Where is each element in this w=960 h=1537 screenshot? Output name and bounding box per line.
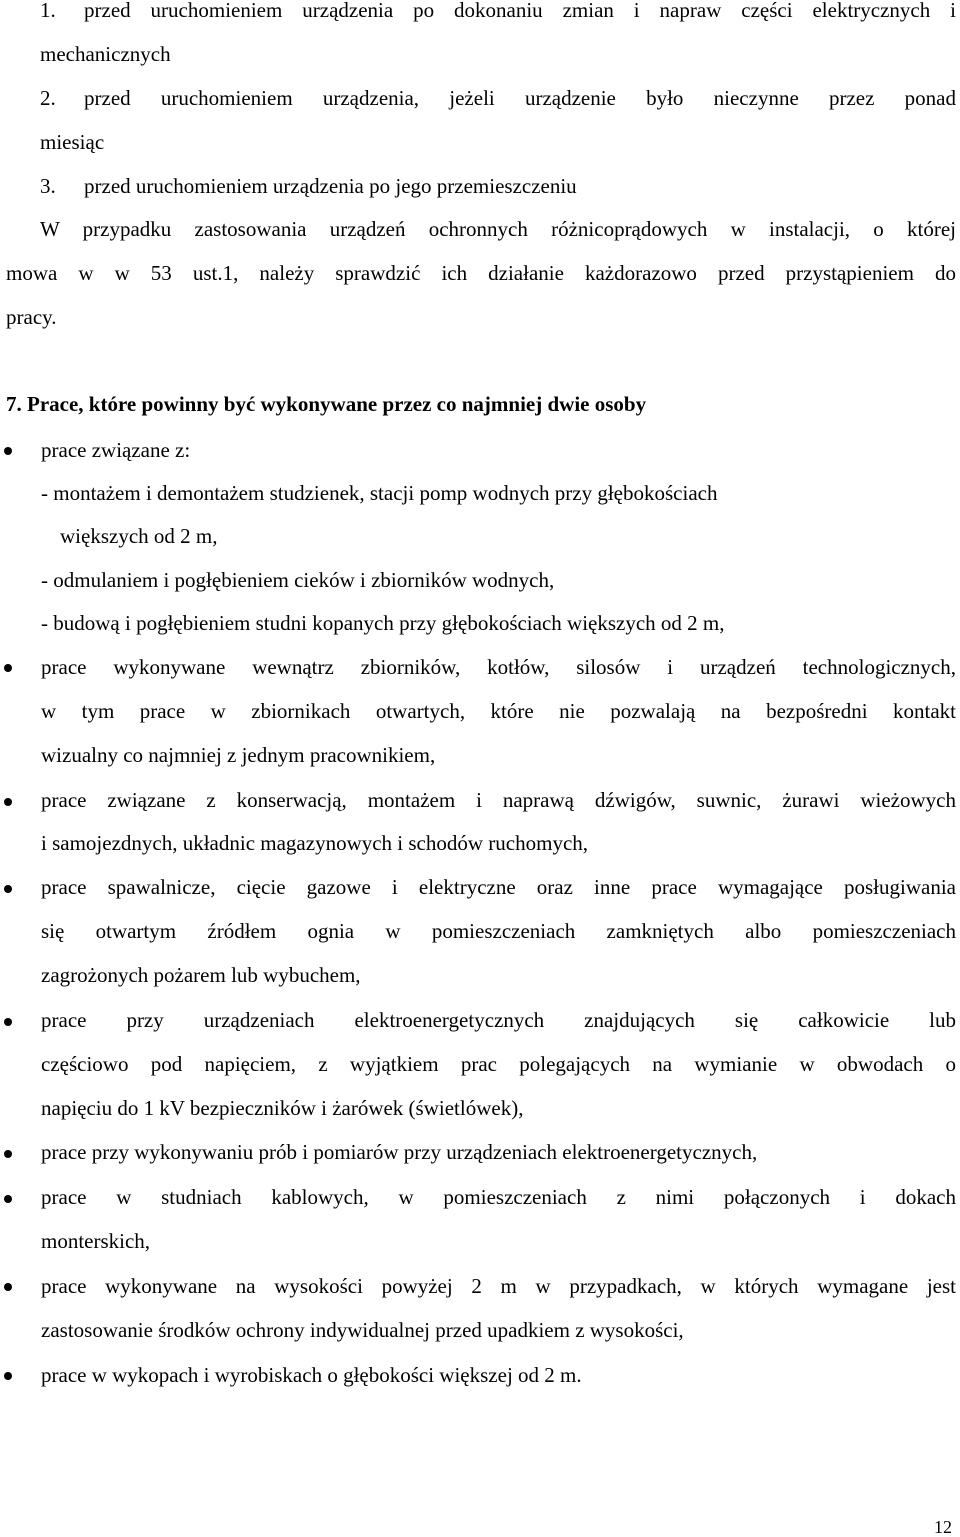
sub-item-1-line-2: większych od 2 m, [60,524,218,548]
bullet-icon [4,798,12,806]
list-item-1-line-2: mechanicznych [40,42,171,66]
bullet-icon [4,664,12,672]
sub-item-1-line-1: - montażem i demontażem studzienek, stacji pomp wodnych przy głębokościach [41,481,718,505]
bullet-4-line-2: się otwartym źródłem ognia w pomieszczeniach zamkniętych albo pomieszczeniach [41,919,956,943]
bullet-4-line-3: zagrożonych pożarem lub wybuchem, [41,963,361,987]
bullet-1-line-1: prace związane z: [41,438,191,462]
list-item-2-line-1: przed uruchomieniem urządzenia, jeżeli urządzenie było nieczynne przez ponad [84,86,956,110]
bullet-6-line-1: prace przy wykonywaniu prób i pomiarów przy urządzeniach elektroenergetycznych, [41,1140,758,1164]
paragraph-line-2: mowa w w 53 ust.1, należy sprawdzić ich działanie każdorazowo przed przystąpieniem do [6,261,956,285]
bullet-9-line-1: prace w wykopach i wyrobiskach o głębokości większej od 2 m. [41,1363,582,1387]
list-number-2: 2. [40,86,56,110]
bullet-5-line-3: napięciu do 1 kV bezpieczników i żarówek (świetlówek), [41,1096,524,1120]
list-number-1: 1. [40,0,56,22]
bullet-2-line-2: w tym prace w zbiornikach otwartych, które nie pozwalają na bezpośredni kontakt [41,699,956,723]
bullet-3-line-1: prace związane z konserwacją, montażem i naprawą dźwigów, suwnic, żurawi wieżowych [41,788,956,812]
bullet-8-line-2: zastosowanie środków ochrony indywidualnej przed upadkiem z wysokości, [41,1318,684,1342]
bullet-4-line-1: prace spawalnicze, cięcie gazowe i elektryczne oraz inne prace wymagające posługiwania [41,875,956,899]
sub-item-2: - odmulaniem i pogłębieniem cieków i zbiorników wodnych, [41,568,555,592]
bullet-5-line-1: prace przy urządzeniach elektroenergetycznych znajdujących się całkowicie lub [41,1008,956,1032]
sub-item-3: - budową i pogłębieniem studni kopanych przy głębokościach większych od 2 m, [41,611,725,635]
bullet-8-line-1: prace wykonywane na wysokości powyżej 2 m w przypadkach, w których wymagane jest [41,1274,956,1298]
bullet-icon [4,447,12,455]
bullet-icon [4,1150,12,1158]
bullet-2-line-3: wizualny co najmniej z jednym pracownikiem, [41,743,436,767]
bullet-7-line-1: prace w studniach kablowych, w pomieszczeniach z nimi połączonych i dokach [41,1185,956,1209]
bullet-icon [4,885,12,893]
section-heading: 7. Prace, które powinny być wykonywane przez co najmniej dwie osoby [6,392,647,416]
list-item-1-line-1: przed uruchomieniem urządzenia po dokonaniu zmian i napraw części elektrycznych i [84,0,956,22]
page-number: 12 [934,1517,952,1537]
list-number-3: 3. [40,174,56,198]
bullet-3-line-2: i samojezdnych, układnic magazynowych i schodów ruchomych, [41,831,589,855]
bullet-icon [4,1195,12,1203]
bullet-icon [4,1372,12,1380]
bullet-2-line-1: prace wykonywane wewnątrz zbiorników, kotłów, silosów i urządzeń technologicznych, [41,655,956,679]
bullet-icon [4,1018,12,1026]
bullet-5-line-2: częściowo pod napięciem, z wyjątkiem prac polegających na wymianie w obwodach o [41,1052,956,1076]
bullet-icon [4,1283,12,1291]
list-item-2-line-2: miesiąc [40,130,105,154]
paragraph-line-3: pracy. [6,305,57,329]
bullet-7-line-2: monterskich, [41,1229,151,1253]
paragraph-line-1: W przypadku zastosowania urządzeń ochronnych różnicoprądowych w instalacji, o której [40,217,956,241]
list-item-3-line-1: przed uruchomieniem urządzenia po jego przemieszczeniu [84,174,577,198]
